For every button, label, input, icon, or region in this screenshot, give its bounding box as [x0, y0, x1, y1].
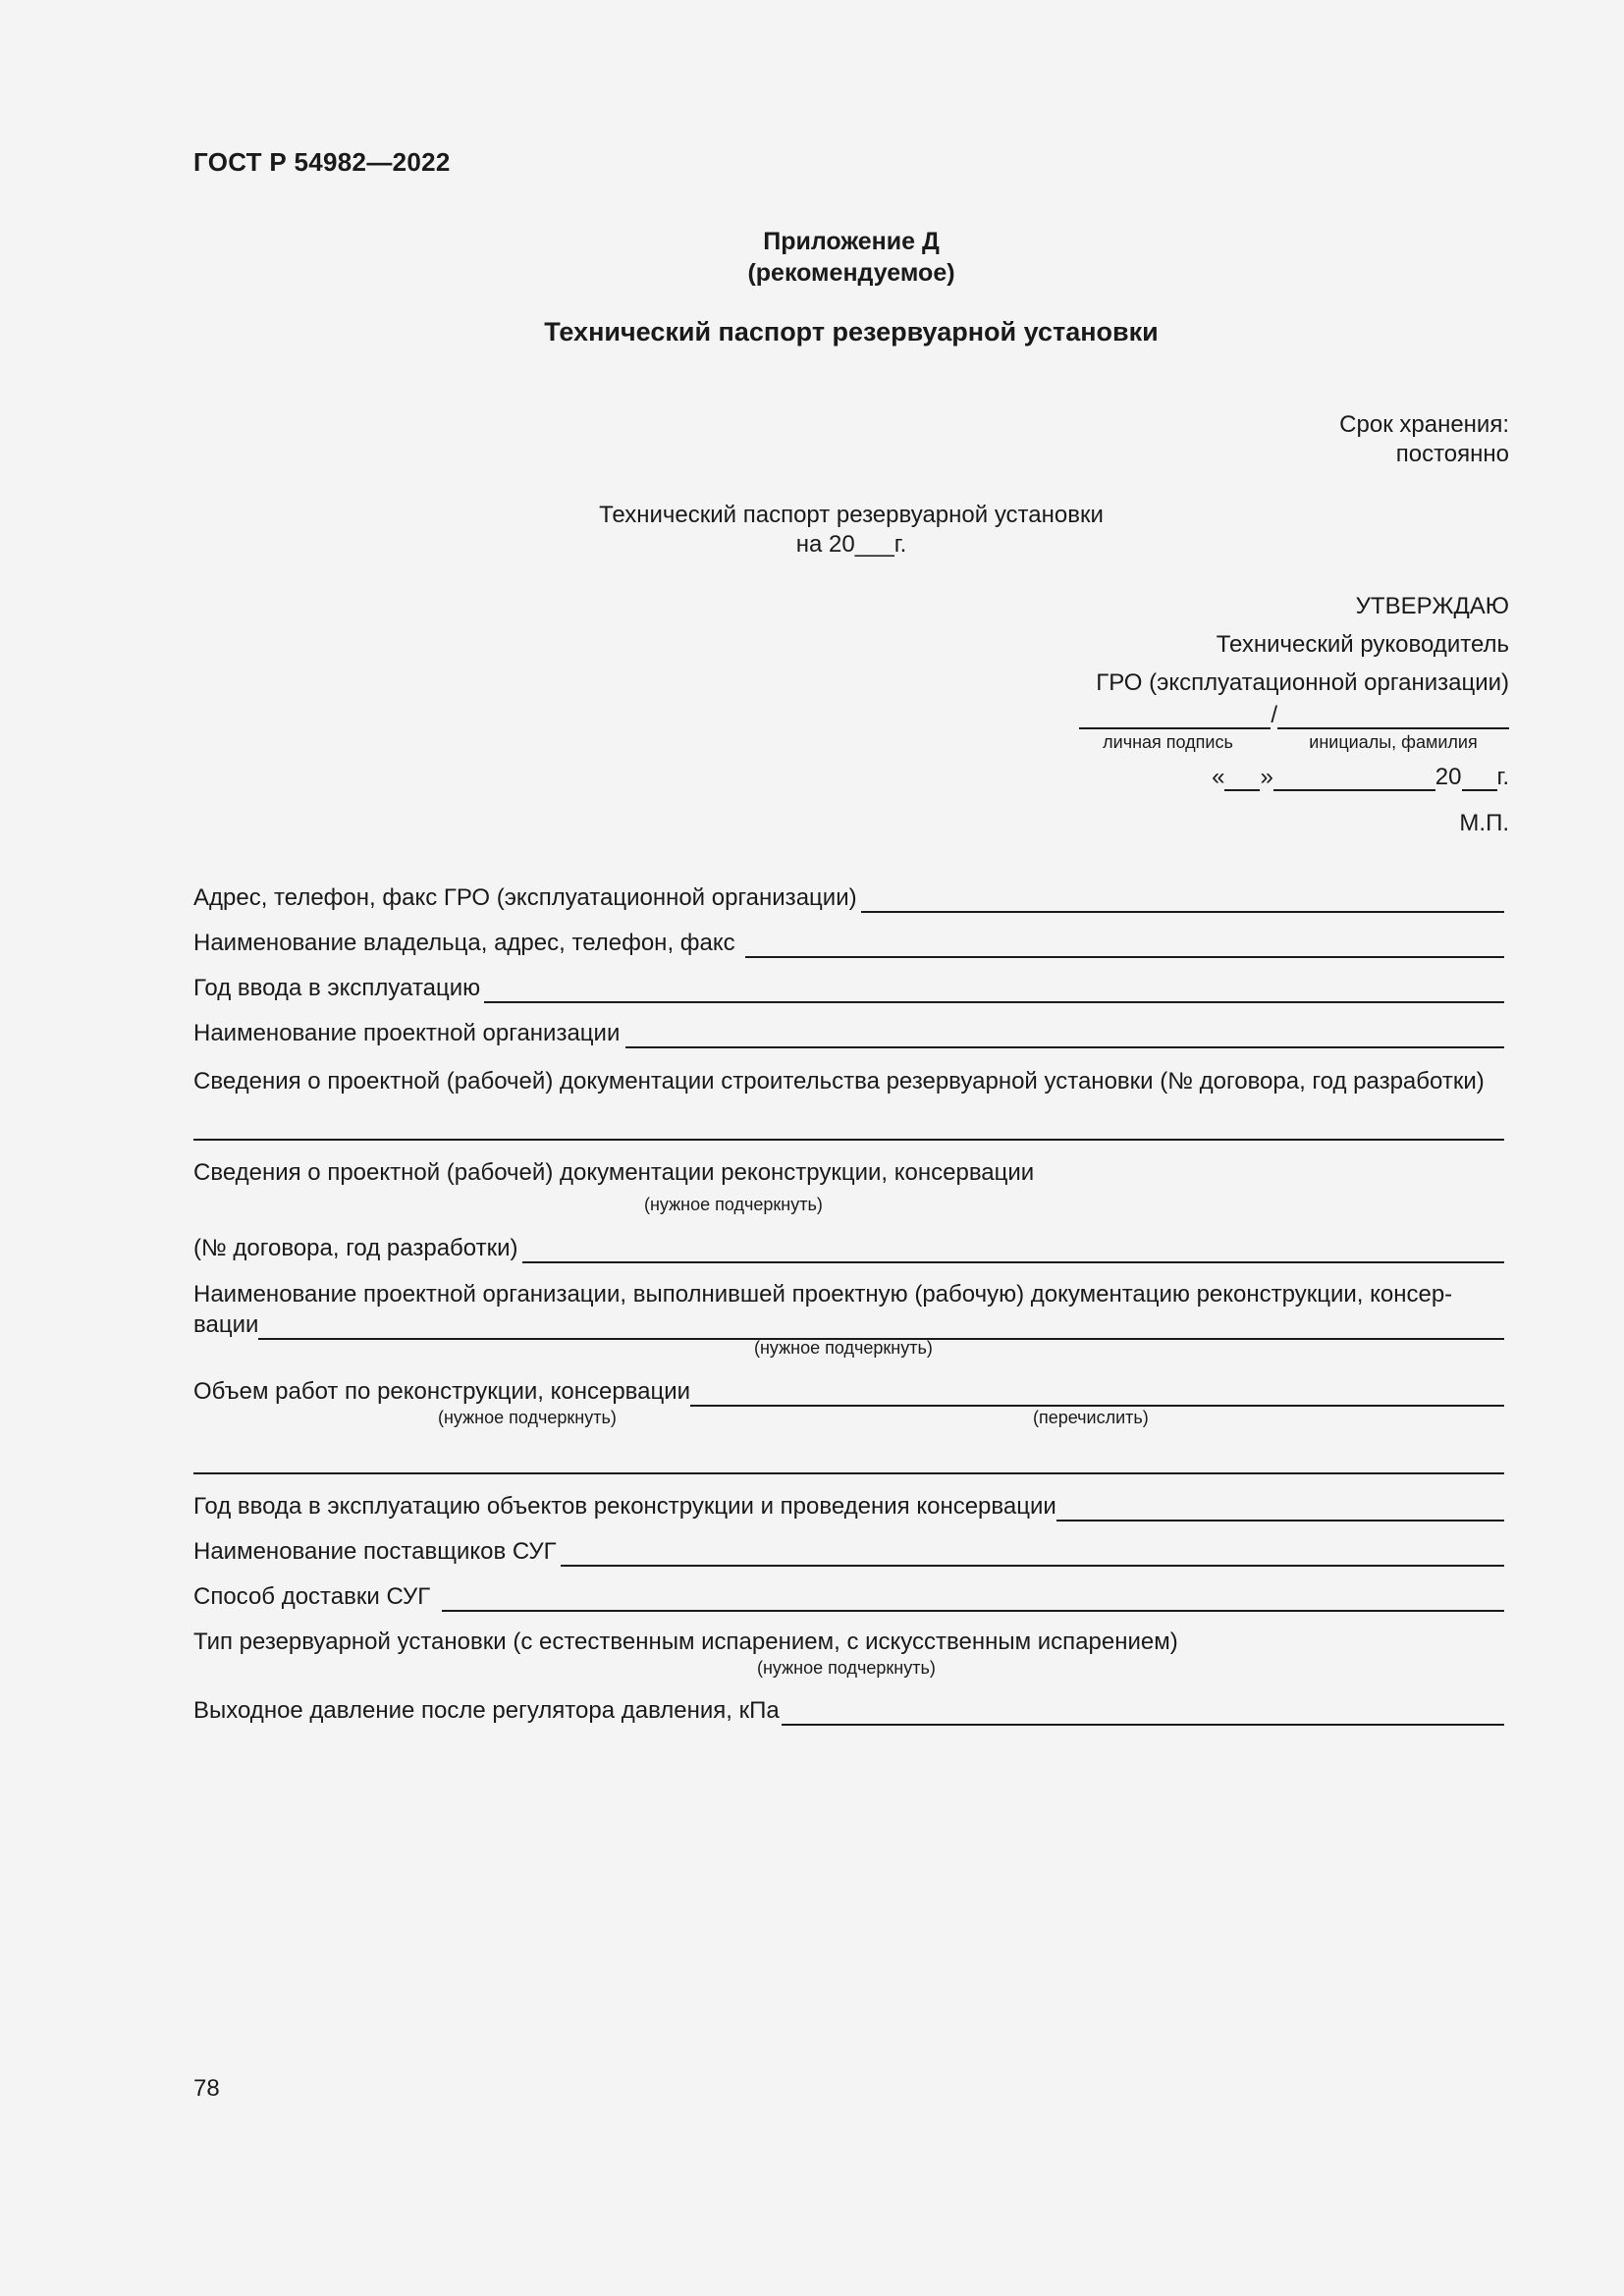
date-suffix: г.: [1496, 764, 1509, 790]
field-recon-year-input[interactable]: [1056, 1498, 1504, 1522]
field-owner-label: Наименование владельца, адрес, телефон, факс: [193, 930, 735, 956]
date-open-quote: «: [1212, 764, 1225, 790]
field-work-volume-hint1: (нужное подчеркнуть): [438, 1408, 617, 1427]
field-address-label: Адрес, телефон, факс ГРО (эксплуатационной организации): [193, 884, 857, 911]
field-recon-org-hint: (нужное подчеркнуть): [754, 1338, 933, 1358]
field-work-volume-hint2: (перечислить): [1033, 1408, 1149, 1427]
field-tank-type-hint: (нужное подчеркнуть): [757, 1658, 936, 1678]
signature-separator: /: [1271, 702, 1277, 728]
field-delivery-label: Способ доставки СУГ: [193, 1583, 431, 1610]
storage-label: Срок хранения:: [1339, 411, 1509, 438]
field-outlet-pressure-label: Выходное давление после регулятора давления, кПа: [193, 1697, 780, 1724]
field-commission-year: [193, 974, 1504, 1003]
date-year-field[interactable]: [1462, 766, 1497, 791]
signature-field[interactable]: [1079, 704, 1271, 729]
field-design-docs-input[interactable]: [193, 1139, 1504, 1141]
field-delivery: [193, 1582, 1504, 1612]
approval-block: [1096, 587, 1509, 702]
date-close-quote: »: [1260, 764, 1273, 790]
caption-signature: личная подпись: [1103, 732, 1233, 752]
field-tank-type-label: Тип резервуарной установки (с естественным испарением, с искусственным испарением): [193, 1629, 1178, 1655]
signature-line: [1079, 702, 1509, 729]
field-recon-org-input[interactable]: [258, 1316, 1504, 1340]
approver-org: ГРО (эксплуатационной организации): [1096, 669, 1509, 696]
date-year-prefix: 20: [1435, 764, 1462, 790]
caption-name: инициалы, фамилия: [1309, 732, 1478, 752]
field-work-volume-input-2[interactable]: [193, 1472, 1504, 1474]
passport-subtitle: [193, 501, 1509, 560]
field-work-volume-input[interactable]: [690, 1383, 1504, 1407]
document-title: Технический паспорт резервуарной установки: [544, 317, 1159, 347]
date-day-field[interactable]: [1224, 766, 1260, 791]
approver-position: Технический руководитель: [1216, 631, 1509, 658]
page-number: 78: [193, 2075, 220, 2102]
field-contract: [193, 1234, 1504, 1263]
field-suppliers-label: Наименование поставщиков СУГ: [193, 1538, 557, 1565]
field-suppliers: [193, 1537, 1504, 1567]
field-recon-org-label: вации: [193, 1311, 259, 1338]
field-design-org-input[interactable]: [625, 1025, 1504, 1048]
signature-captions: [1072, 732, 1509, 753]
appendix-heading: [193, 226, 1509, 289]
field-work-volume: [193, 1377, 1504, 1407]
approval-date: [1212, 764, 1509, 791]
field-design-docs-label: Сведения о проектной (рабочей) документации строительства резервуарной установки (№ договора, год разработки): [193, 1068, 1485, 1095]
date-month-field[interactable]: [1273, 766, 1435, 791]
field-delivery-input[interactable]: [442, 1588, 1504, 1612]
field-outlet-pressure-input[interactable]: [782, 1702, 1504, 1726]
appendix-title: Приложение Д: [763, 228, 940, 255]
subtitle-line2: на 20___г.: [795, 531, 907, 558]
field-recon-org: [193, 1310, 1504, 1340]
approve-label: УТВЕРЖДАЮ: [1355, 593, 1509, 619]
field-outlet-pressure: [193, 1696, 1504, 1726]
field-design-org-label: Наименование проектной организации: [193, 1020, 621, 1046]
field-contract-label: (№ договора, год разработки): [193, 1235, 518, 1261]
field-address-input[interactable]: [861, 889, 1504, 913]
field-owner-input[interactable]: [745, 934, 1504, 958]
field-commission-year-input[interactable]: [484, 980, 1504, 1003]
subtitle-line1: Технический паспорт резервуарной установки: [599, 502, 1104, 528]
storage-period: [1339, 410, 1509, 469]
field-recon-org-line1: Наименование проектной организации, выполнившей проектную (рабочую) документацию реконструкции, консер-: [193, 1281, 1453, 1308]
stamp-place: М.П.: [1459, 810, 1509, 836]
field-address: [193, 883, 1504, 913]
field-contract-input[interactable]: [522, 1240, 1505, 1263]
field-work-volume-label: Объем работ по реконструкции, консервации: [193, 1378, 691, 1405]
field-recon-docs-hint: (нужное подчеркнуть): [644, 1195, 823, 1214]
field-owner: [193, 929, 1504, 958]
standard-header: ГОСТ Р 54982—2022: [193, 147, 451, 177]
field-recon-docs-label: Сведения о проектной (рабочей) документации реконструкции, консервации: [193, 1159, 1035, 1186]
field-commission-year-label: Год ввода в эксплуатацию: [193, 975, 481, 1001]
storage-value: постоянно: [1395, 441, 1509, 467]
field-recon-year: [193, 1492, 1504, 1522]
appendix-status: (рекомендуемое): [747, 259, 955, 287]
field-recon-year-label: Год ввода в эксплуатацию объектов реконструкции и проведения консервации: [193, 1493, 1056, 1520]
name-field[interactable]: [1277, 704, 1509, 729]
field-suppliers-input[interactable]: [561, 1543, 1504, 1567]
field-design-org: [193, 1019, 1504, 1048]
